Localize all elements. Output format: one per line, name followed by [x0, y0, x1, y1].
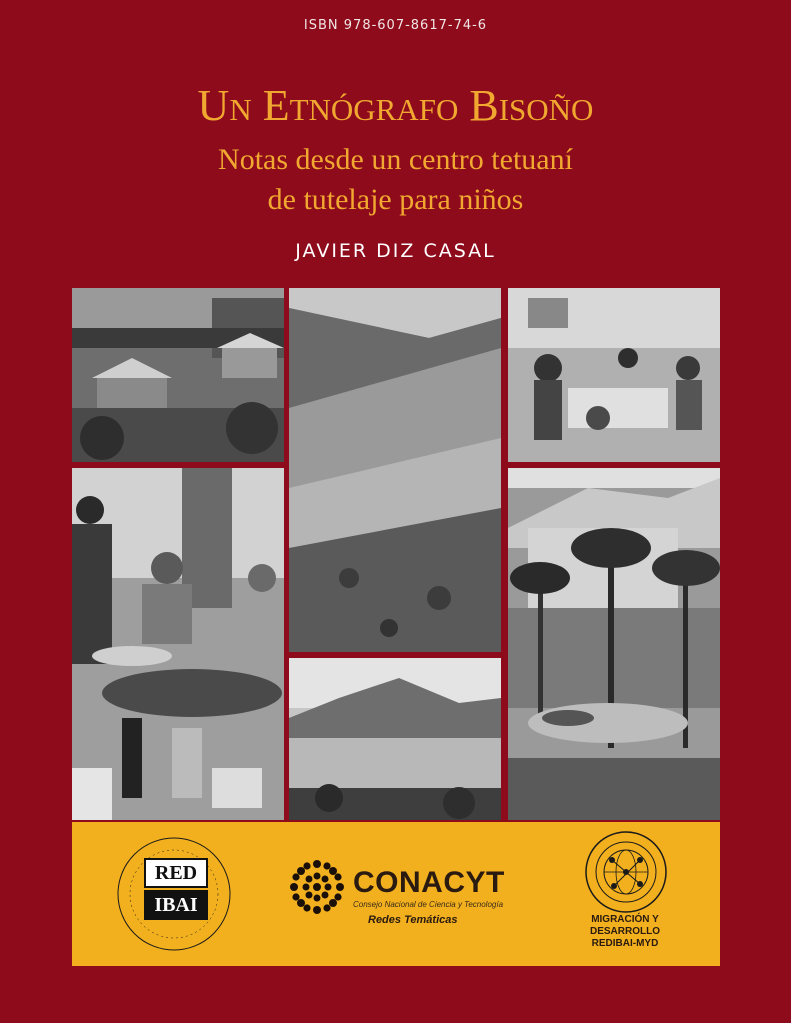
myd-line-1: MIGRACIÓN Y DESARROLLO — [590, 914, 660, 937]
photo-plaza-palms — [508, 468, 720, 820]
photo-mountain-slope — [289, 288, 501, 652]
conacyt-program: Redes Temáticas — [368, 914, 458, 926]
isbn-number: ISBN 978-607-8617-74-6 — [303, 18, 488, 33]
subtitle-line-1: Notas desde un centro tetuaní — [218, 143, 573, 176]
photo-food-serving — [72, 468, 284, 820]
conacyt-name: CONACYT — [353, 866, 505, 899]
myd-line-2: REDIBAI-MYD — [591, 938, 659, 949]
migracion-desarrollo-logo — [584, 830, 668, 914]
network-globe-icon — [584, 830, 668, 914]
book-title: Un Etnógrafo Bisoño — [197, 81, 594, 130]
conacyt-emblem-icon — [286, 856, 348, 918]
subtitle-line-2: de tutelaje para niños — [267, 183, 524, 216]
book-subtitle — [0, 140, 791, 220]
photo-courtyard-crowd — [72, 288, 284, 462]
photo-collage — [72, 286, 720, 822]
photo-city-panorama — [289, 658, 501, 820]
red-ibai-bottom-text: IBAI — [144, 890, 208, 920]
footer-logos-bar — [72, 822, 720, 966]
myd-label — [560, 914, 690, 950]
photo-classroom-children — [508, 288, 720, 462]
red-ibai-top-text: RED — [144, 858, 208, 888]
author-name: JAVIER DIZ CASAL — [295, 240, 496, 262]
conacyt-subtitle: Consejo Nacional de Ciencia y Tecnología — [353, 900, 504, 909]
